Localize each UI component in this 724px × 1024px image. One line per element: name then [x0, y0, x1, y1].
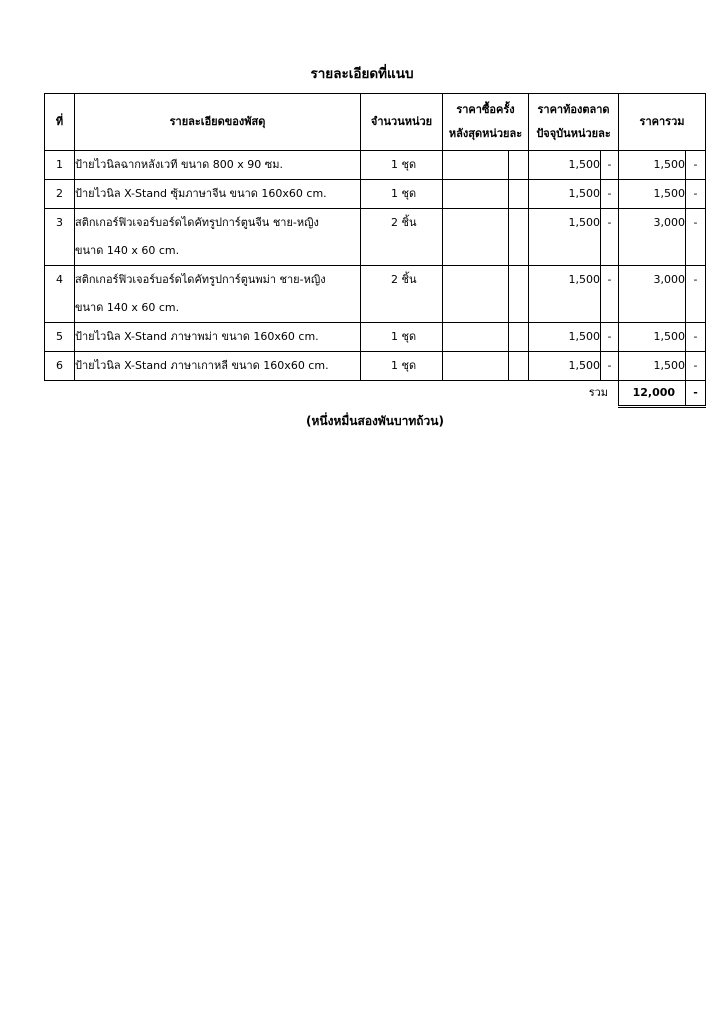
grand-total-sub: -: [693, 386, 698, 399]
row-description: สติกเกอร์ฟิวเจอร์บอร์ดไดคัทรูปการ์ตูนจีน ชาย-หญิง: [75, 216, 319, 229]
row-total-sub: -: [693, 359, 698, 372]
document-title: รายละเอียดที่แนบ: [310, 66, 414, 82]
header-last-price-line1: ราคาซื้อครั้ง: [456, 103, 515, 116]
table-row: [45, 180, 706, 209]
row-total: 1,500: [653, 187, 686, 200]
table-row: [45, 323, 706, 352]
row-description-line2: ขนาด 140 x 60 cm.: [75, 244, 180, 257]
row-description-line2: ขนาด 140 x 60 cm.: [75, 301, 180, 314]
row-no: 3: [56, 216, 63, 229]
row-total: 1,500: [653, 359, 686, 372]
header-market-price-line2: ปัจจุบันหน่วยละ: [536, 127, 611, 140]
row-market-sub: -: [607, 273, 612, 286]
row-market-price: 1,500: [568, 187, 601, 200]
row-total: 1,500: [653, 330, 686, 343]
row-quantity: 1 ชุด: [391, 359, 417, 372]
row-market-price: 1,500: [568, 158, 601, 171]
row-market-sub: -: [607, 330, 612, 343]
row-quantity: 2 ชิ้น: [391, 216, 417, 229]
total-label: รวม: [588, 386, 609, 399]
row-no: 6: [56, 359, 63, 372]
row-total: 3,000: [653, 273, 686, 286]
header-market-price: [529, 94, 619, 151]
amount-in-words: (หนึ่งหมื่นสองพันบาทถ้วน): [306, 414, 444, 428]
row-description: ป้ายไวนิล X-Stand ซุ้มภาษาจีน ขนาด 160x60 cm.: [75, 187, 327, 200]
row-total: 3,000: [653, 216, 686, 229]
row-description: สติกเกอร์ฟิวเจอร์บอร์ดไดคัทรูปการ์ตูนพม่า ชาย-หญิง: [75, 273, 326, 286]
header-no: ที่: [45, 94, 75, 151]
row-total-sub: -: [693, 187, 698, 200]
header-last-price: [443, 94, 529, 151]
table-row: [45, 209, 706, 266]
row-quantity: 1 ชุด: [391, 187, 417, 200]
row-market-price: 1,500: [568, 330, 601, 343]
header-total: ราคารวม: [619, 94, 706, 151]
row-market-sub: -: [607, 158, 612, 171]
row-market-sub: -: [607, 187, 612, 200]
row-market-price: 1,500: [568, 216, 601, 229]
row-quantity: 2 ชิ้น: [391, 273, 417, 286]
row-quantity: 1 ชุด: [391, 158, 417, 171]
table-row: [45, 352, 706, 381]
row-description: ป้ายไวนิล X-Stand ภาษาพม่า ขนาด 160x60 cm.: [75, 330, 319, 343]
grand-total: 12,000: [632, 386, 676, 399]
table-header-row: [45, 94, 706, 151]
row-market-price: 1,500: [568, 359, 601, 372]
row-market-sub: -: [607, 359, 612, 372]
row-no: 1: [56, 158, 63, 171]
row-no: 4: [56, 273, 63, 286]
row-total: 1,500: [653, 158, 686, 171]
row-description: ป้ายไวนิลฉากหลังเวที ขนาด 800 x 90 ซม.: [75, 158, 284, 171]
row-no: 5: [56, 330, 63, 343]
header-market-price-line1: ราคาท้องตลาด: [537, 103, 610, 116]
header-last-price-line2: หลังสุดหน่วยละ: [448, 127, 523, 140]
header-description: รายละเอียดของพัสดุ: [75, 94, 361, 151]
row-total-sub: -: [693, 216, 698, 229]
header-quantity: จำนวนหน่วย: [361, 94, 443, 151]
row-total-sub: -: [693, 158, 698, 171]
row-description: ป้ายไวนิล X-Stand ภาษาเกาหลี ขนาด 160x60 cm.: [75, 359, 329, 372]
row-no: 2: [56, 187, 63, 200]
items-table: [44, 93, 706, 408]
table-row: [45, 266, 706, 323]
row-total-sub: -: [693, 273, 698, 286]
table-row: [45, 151, 706, 180]
row-market-sub: -: [607, 216, 612, 229]
row-market-price: 1,500: [568, 273, 601, 286]
total-row: [45, 381, 706, 407]
row-total-sub: -: [693, 330, 698, 343]
row-quantity: 1 ชุด: [391, 330, 417, 343]
